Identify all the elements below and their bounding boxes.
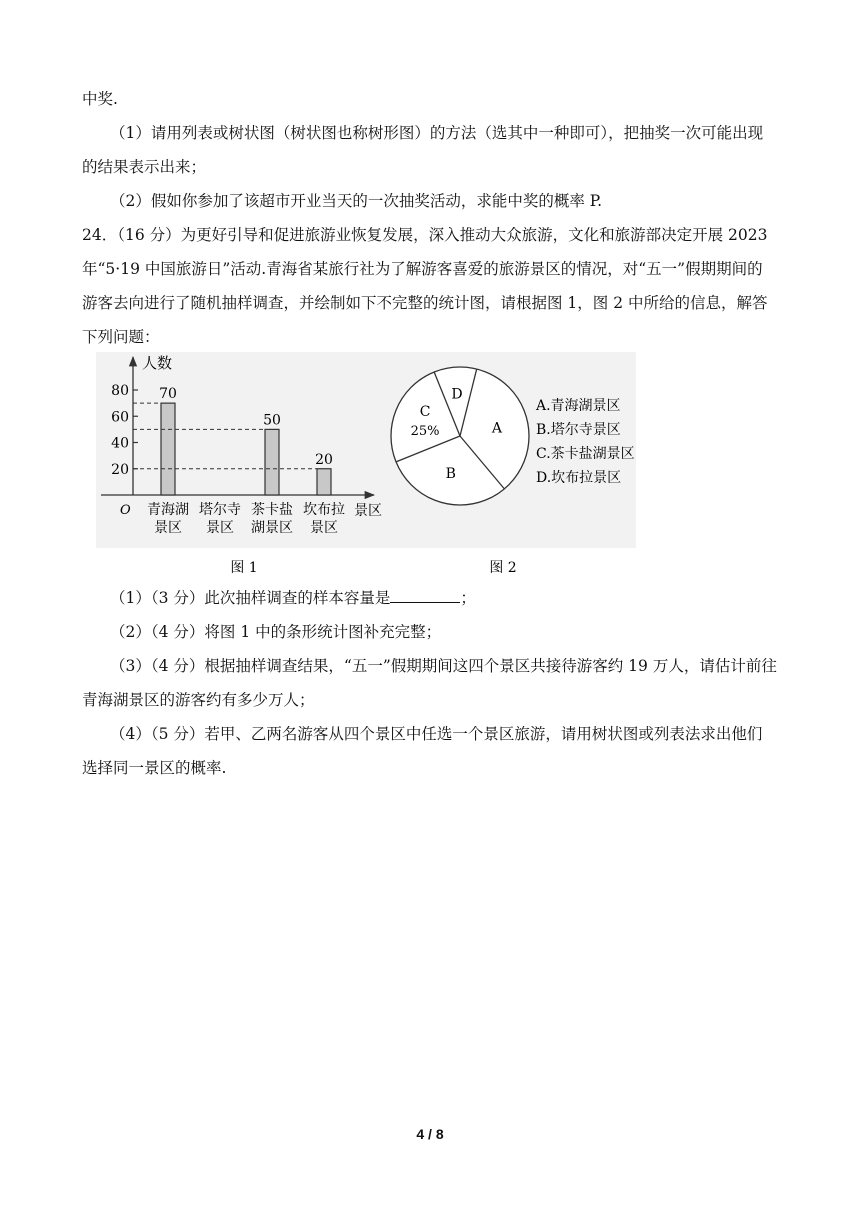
sub-question-4: （4）（5 分）若甲、乙两名游客从四个景区中任选一个景区旅游，请用树状图或列表法求出他们 [110,725,763,743]
bar [161,403,175,495]
slice-percent-label: 25% [410,424,440,440]
legend-entry: D.坎布拉景区 [536,470,622,486]
problem-24-line-1: 24．（16 分）为更好引导和促进旅游业恢复发展，深入推动大众旅游，文化和旅游部决定开展 2023 [82,226,768,244]
sub-question-1-text: （1）（3 分）此次抽样调查的样本容量是 [110,589,391,607]
bar [317,469,331,495]
sub-question-2: （2）（4 分）将图 1 中的条形统计图补充完整； [110,623,442,641]
origin-label: O [120,503,131,518]
legend-entry: C.茶卡盐湖景区 [536,446,635,462]
slice-letter: A [491,420,503,437]
slice-letter: D [451,386,463,403]
legend-entry: A.青海湖景区 [536,398,621,414]
figure-2-caption: 图 2 [489,560,517,576]
problem-24-line-2: 年“5·19 中国旅游日”活动.青海省某旅行社为了解游客喜爱的旅游景区的情况，对“五一”假期期间的 [82,260,763,278]
slice-letter: B [445,465,456,482]
pie-layer [391,367,529,505]
category-label: 景区 [206,520,234,536]
pie-legend [535,397,635,486]
category-label: 坎布拉 [303,502,345,518]
problem-24-line-4: 下列问题： [82,328,160,346]
sub-question-1-end: ； [460,589,476,607]
bar-value-label: 20 [315,451,333,468]
y-tick-label: 20 [111,461,129,478]
x-axis-title: 景区 [354,503,382,519]
category-label: 茶卡盐 [251,502,293,518]
bar-value-label: 70 [159,386,177,403]
question-1-continued: 的结果表示出来； [82,158,207,176]
category-label: 景区 [154,520,182,536]
bar-layer [111,383,345,536]
answer-blank[interactable] [390,588,460,603]
question-1-text: （1）请用列表或树状图（树状图也称树形图）的方法（选其中一种即可），把抽奖一次可能出现 [110,124,764,142]
problem-24-line-3: 游客去向进行了随机抽样调查，并绘制如下不完整的统计图，请根据图 1，图 2 中所给的信息，解答 [82,294,768,312]
y-tick-label: 40 [111,435,129,452]
sub-question-4-continued: 选择同一景区的概率. [82,759,227,777]
bar [265,429,279,495]
y-axis-title: 人数 [142,354,173,372]
y-tick-label: 80 [111,383,129,399]
statistics-figures [96,352,636,576]
category-label: 塔尔寺 [199,502,241,518]
bar-chart-figure-1 [101,354,382,536]
category-label: 青海湖 [147,502,189,518]
sub-question-3: （3）（4 分）根据抽样调查结果，“五一”假期期间这四个景区共接待游客约 19 万人，请估计前往 [110,657,777,675]
page-number: 4 / 8 [416,1126,444,1142]
figure-1-caption: 图 1 [230,560,258,576]
bar-value-label: 50 [263,412,281,429]
figure-area [96,352,636,576]
slice-letter: C [419,404,431,421]
category-label: 湖景区 [251,520,293,536]
y-tick-label: 60 [111,409,129,426]
sub-question-3-continued: 青海湖景区的游客约有多少万人； [82,691,315,709]
pie-chart-figure-2 [391,367,635,505]
category-label: 景区 [310,520,338,536]
sub-question-1 [110,588,476,608]
text-line: 中奖. [82,90,118,108]
question-2-text: （2）假如你参加了该超市开业当天的一次抽奖活动，求能中奖的概率 P. [110,192,603,210]
legend-entry: B.塔尔寺景区 [536,422,621,438]
